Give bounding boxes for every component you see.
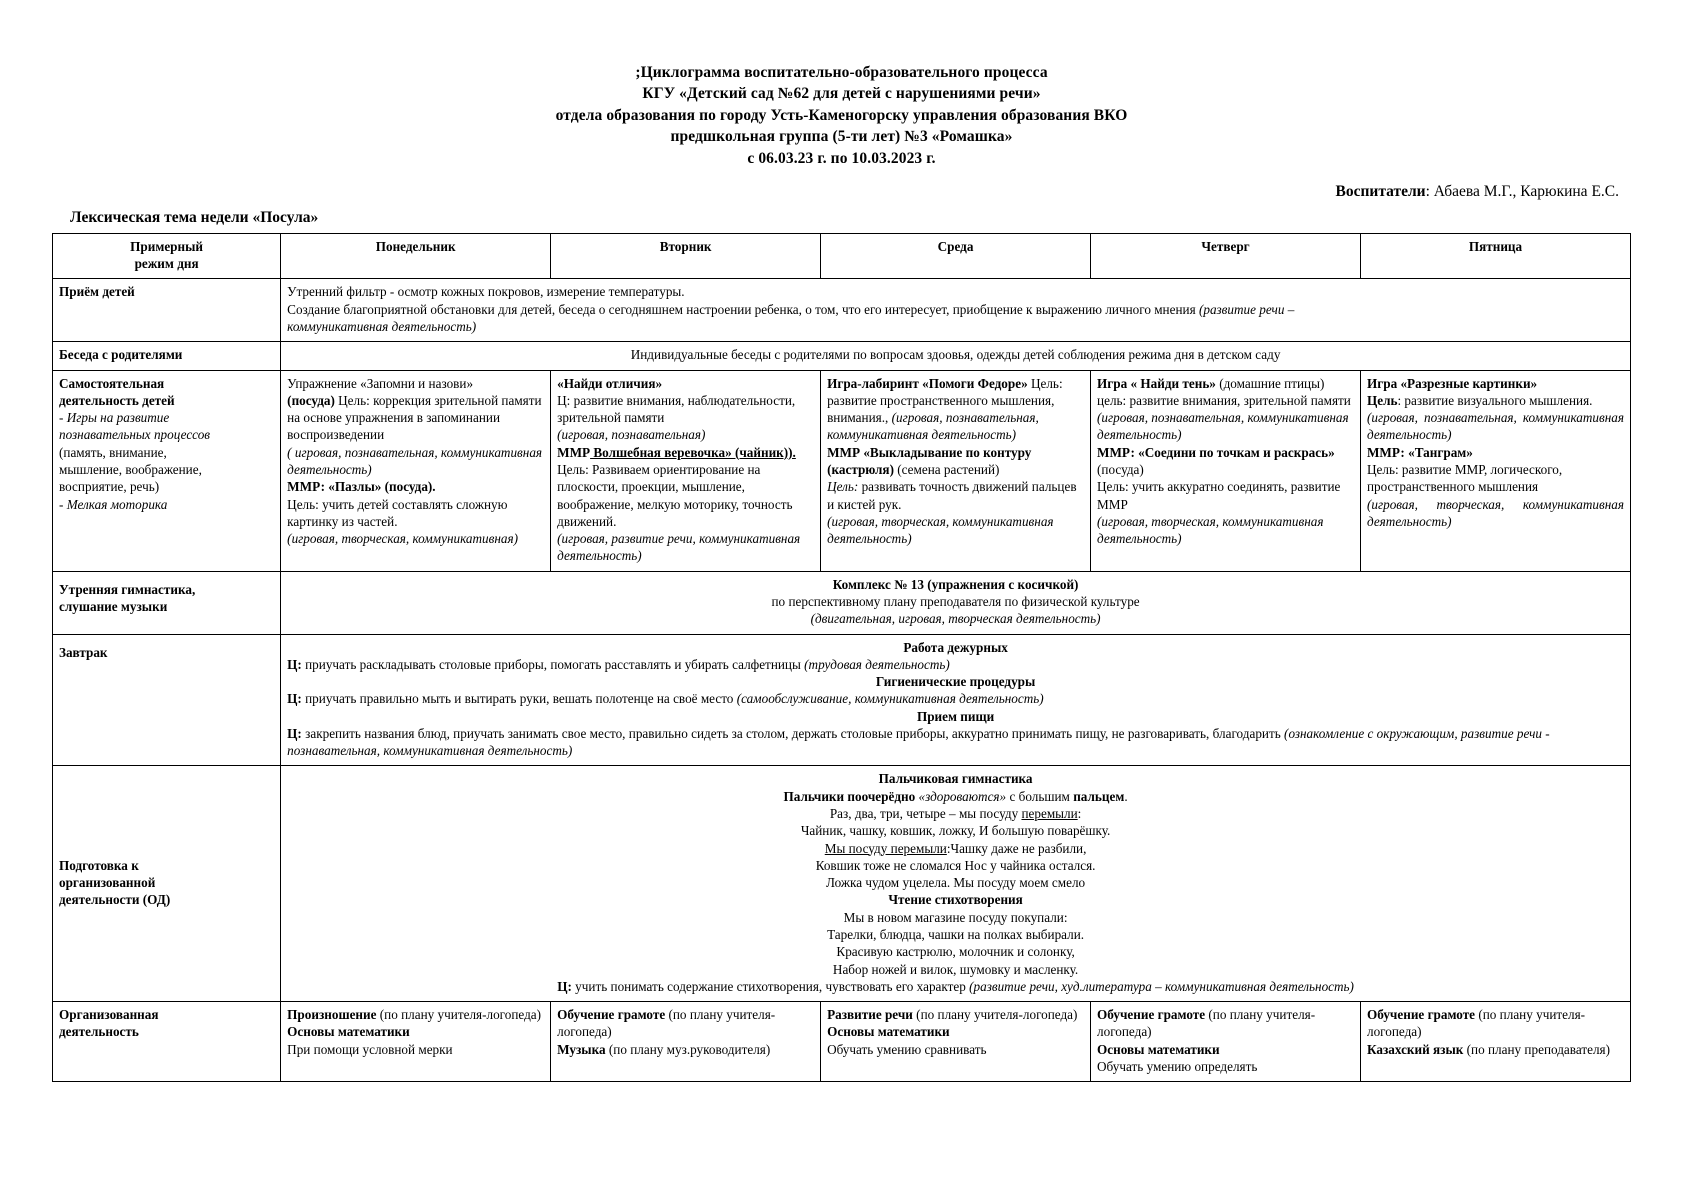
samost-label-2: деятельность детей <box>59 392 175 408</box>
podg-label-3: деятельности (ОД) <box>59 892 171 908</box>
supervisors-line <box>52 183 1631 201</box>
poem-goal-label: Ц: <box>557 978 572 994</box>
samost-fri-goal-text: : развитие визуального мышления. <box>1397 392 1593 408</box>
title-line-4: предшкольная группа (5-ти лет) №3 «Ромашка» <box>670 128 1013 146</box>
title-line-5: с 06.03.23 г. по 10.03.2023 г. <box>747 149 936 167</box>
row-label-samostoyatelnaya <box>53 370 281 571</box>
samost-wed-goal-label: Цель: <box>827 479 859 495</box>
gym-line-3: (двигательная, игровая, творческая деятельность) <box>810 611 1101 627</box>
gym-label-2: слушание музыки <box>59 598 168 614</box>
lexical-theme: Лексическая тема недели «Посула» <box>70 208 319 226</box>
cell-org-tuesday <box>551 1002 821 1082</box>
supervisors-label: Воспитатели <box>1335 182 1426 200</box>
table-row-samostoyatelnaya <box>53 370 1631 571</box>
samost-fri-t1-italic: (игровая, познавательная, коммуникативная деятельность) <box>1366 410 1624 443</box>
samost-tue-t1-rest: Ц: развитие внимания, наблюдательности, зрительной памяти <box>557 392 796 426</box>
samost-wed-t1-rest: Цель: развитие пространственного мышления, внимания., <box>827 375 1063 426</box>
samost-mon-t1-label: Упражнение «Запомни и назови» <box>287 375 474 391</box>
samost-tue-t1-label: «Найди отличия» <box>557 375 663 391</box>
org-wed-b-rest: Обучать умению сравнивать <box>827 1041 987 1057</box>
samost-tue-t2-underline: Волшебная веревочка» (чайник)). <box>590 444 796 460</box>
samost-fri-t1-goal <box>1367 392 1624 409</box>
samost-wed-t2-italic: (игровая, творческая, коммуникативная деятельность) <box>827 513 1054 547</box>
org-thu-a-label: Обучение грамоте <box>1097 1007 1206 1023</box>
breakfast-heading-2: Гигиенические процедуры <box>875 674 1036 690</box>
samost-mon-t1-rest: Цель: коррекция зрительной памяти на основе упражнения в запоминании воспроизведении <box>287 392 542 443</box>
row-label-priem-detey: Приём детей <box>53 279 281 342</box>
org-mon-b-label: Основы математики <box>287 1024 410 1040</box>
gym-line-2: по перспективному плану преподавателя по физической культуре <box>771 593 1140 609</box>
org-wed-a <box>827 1006 1084 1023</box>
samost-tue-t1-italic: (игровая, познавательная) <box>557 427 706 443</box>
table-row-organizovannaya <box>53 1002 1631 1082</box>
finger-heading: Пальчиковая гимнастика <box>878 771 1033 787</box>
breakfast-goal-1: Ц: <box>287 656 302 672</box>
samost-thu-t1-italic: (игровая, познавательная, коммуникативная деятельность) <box>1097 410 1349 443</box>
cell-breakfast-content <box>281 634 1631 766</box>
breakfast-body-2 <box>287 690 1624 707</box>
cell-podgotovka-content <box>281 766 1631 1002</box>
table-row-gymnastics <box>53 571 1631 634</box>
samost-thu-t1-label: Игра « Найди тень» <box>1097 375 1216 391</box>
org-fri-b-rest: (по плану преподавателя) <box>1463 1041 1610 1057</box>
finger-l4: :Чашку даже не разбили, <box>946 840 1087 856</box>
poem-line-1: Мы в новом магазине посуду покупали: <box>843 909 1068 925</box>
breakfast-italic-1: (трудовая деятельность) <box>804 656 950 672</box>
breakfast-text-2: приучать правильно мыть и вытирать руки, вешать полотенце на своё место <box>301 691 737 707</box>
org-mon-a <box>287 1006 544 1023</box>
finger-l1c: с большим <box>1006 788 1074 804</box>
finger-line-3: Чайник, чашку, ковшик, ложку, И большую поварёшку. <box>800 823 1111 839</box>
samost-label-8: - Мелкая моторика <box>59 496 168 512</box>
samost-wed-t1-label: Игра-лабиринт «Помоги Федоре» <box>827 375 1028 391</box>
priem-line-2a: Создание благоприятной обстановки для детей, беседа о сегодняшнем настроении ребенка, о том, что его интересует, приобщение к выражению личного мнения <box>287 301 1199 317</box>
samost-thu-t1 <box>1097 375 1354 392</box>
org-wed-a-label: Развитие речи <box>827 1007 913 1023</box>
table-header-row <box>53 233 1631 279</box>
samost-mon-t2-rest: Цель: учить детей составлять сложную картинку из частей. <box>287 496 508 529</box>
org-thu-b-rest: Обучать умению определять <box>1097 1058 1258 1074</box>
poem-line-4: Набор ножей и вилок, шумовку и масленку. <box>832 961 1079 977</box>
cell-org-friday <box>1360 1002 1630 1082</box>
samost-thu-t2 <box>1097 444 1354 479</box>
samost-tue-t2-rest: Цель: Развиваем ориентирование на плоскости, проекции, мышление, воображение, мелкую моторику, точность движений. <box>557 461 793 529</box>
cell-samost-tuesday <box>551 370 821 571</box>
column-header-friday: Пятница <box>1360 233 1630 279</box>
samost-tue-t2-italic: (игровая, развитие речи, коммуникативная деятельность) <box>557 531 801 564</box>
cell-samost-monday <box>281 370 551 571</box>
table-row-beseda <box>53 342 1631 370</box>
regime-header-line1: Примерный <box>130 238 204 254</box>
poem-goal-text: учить понимать содержание стихотворения, чувствовать его характер <box>571 978 970 994</box>
org-wed-a-rest: (по плану учителя-логопеда) <box>912 1007 1078 1023</box>
org-fri-b <box>1367 1041 1624 1058</box>
cell-samost-thursday <box>1091 370 1361 571</box>
samost-thu-t1-goal <box>1097 392 1354 444</box>
samost-thu-t1-rest: (домашние птицы) <box>1215 375 1325 391</box>
samost-wed-t2-rest: (семена растений) <box>893 461 1000 477</box>
title-line-1: ;Циклограмма воспитательно-образовательного процесса <box>635 64 1048 81</box>
row-label-gymnastics <box>53 571 281 634</box>
priem-line-2b: (развитие речи – <box>1198 301 1295 317</box>
cell-org-monday <box>281 1002 551 1082</box>
samost-label-7: восприятие, речь) <box>59 479 160 495</box>
org-thu-b-label: Основы математики <box>1097 1041 1220 1057</box>
finger-l1e: . <box>1124 788 1128 804</box>
supervisors-value: : Абаева М.Г., Карюкина Е.С. <box>1425 182 1619 200</box>
samost-mon-task1 <box>287 375 544 392</box>
samost-label-4: познавательных процессов <box>59 427 211 443</box>
samost-fri-t2-label: ММР: «Танграм» <box>1366 444 1473 460</box>
samost-tue-t2-label <box>557 444 814 530</box>
finger-line-4 <box>287 840 1624 857</box>
org-wed-b-label: Основы математики <box>827 1024 950 1040</box>
org-tue-a-rest: (по плану учителя-логопеда) <box>557 1007 776 1040</box>
cell-gymnastics-content <box>281 571 1631 634</box>
breakfast-text-3: закрепить названия блюд, приучать занимать свое место, правильно сидеть за столом, держать столовые приборы, аккуратно принимать пищу, не разговаривать, благодарить <box>301 725 1285 741</box>
gym-label-1: Утренняя гимнастика, <box>59 581 196 597</box>
samost-mon-t2-italic: (игровая, творческая, коммуникативная) <box>287 531 519 547</box>
samost-mon-task1b <box>287 392 544 444</box>
samost-label-1: Самостоятельная <box>59 375 165 391</box>
samost-mon-t2-label: ММР: «Пазлы» (посуда). <box>287 479 436 495</box>
column-header-tuesday: Вторник <box>551 233 821 279</box>
breakfast-body-3 <box>287 725 1624 760</box>
org-fri-a <box>1367 1006 1624 1041</box>
samost-wed-t2 <box>827 444 1084 479</box>
poem-heading: Чтение стихотворения <box>888 892 1023 908</box>
finger-l1a: Пальчики поочерёдно <box>783 788 919 804</box>
cell-org-wednesday <box>821 1002 1091 1082</box>
gym-line-1: Комплекс № 13 (упражнения с косичкой) <box>832 576 1079 592</box>
cell-samost-wednesday <box>821 370 1091 571</box>
row-label-breakfast: Завтрак <box>53 634 281 766</box>
org-fri-a-label: Обучение грамоте <box>1366 1007 1476 1023</box>
samost-wed-t1 <box>827 375 1084 444</box>
samost-tue-t2-mmr: ММР <box>557 444 591 460</box>
finger-line-6: Ложка чудом уцелела. Мы посуду моем смело <box>826 875 1086 891</box>
priem-line-2 <box>287 301 1624 318</box>
samost-label-3: - Игры на развитие <box>59 410 170 426</box>
breakfast-italic-2: (самообслуживание, коммуникативная деятельность) <box>736 691 1044 707</box>
finger-line-5: Ковшик тоже не сломался Нос у чайника остался. <box>815 857 1096 873</box>
org-tue-b <box>557 1041 814 1058</box>
podg-label-1: Подготовка к <box>59 857 139 873</box>
samost-label-6: мышление, воображение, <box>59 461 202 477</box>
org-tue-a-label: Обучение грамоте <box>557 1007 666 1023</box>
table-row-priem-detey <box>53 279 1631 342</box>
samost-wed-t2-label: ММР «Выкладывание по контуру (кастрюля) <box>827 444 1032 477</box>
finger-l2b: : <box>1077 806 1082 822</box>
samost-thu-t2-italic: (игровая, творческая, коммуникативная деятельность) <box>1097 513 1324 547</box>
org-thu-a <box>1097 1006 1354 1041</box>
samost-thu-t2-goal: Цель: учить аккуратно соединять, развитие ММР <box>1097 479 1341 512</box>
breakfast-goal-2: Ц: <box>287 691 302 707</box>
samost-thu-t2-rest: (посуда) <box>1097 461 1144 477</box>
samost-wed-goal-text: развивать точность движений пальцев и кистей рук. <box>827 479 1077 512</box>
row-label-organizovannaya <box>53 1002 281 1082</box>
samost-fri-t2-rest: Цель: развитие ММР, логического, пространственного мышления <box>1366 461 1563 495</box>
title-line-2: КГУ «Детский сад №62 для детей с нарушениями речи» <box>642 85 1041 103</box>
column-header-monday: Понедельник <box>281 233 551 279</box>
priem-line-1: Утренний фильтр - осмотр кожных покровов, измерение температуры. <box>287 284 685 300</box>
cell-org-thursday <box>1091 1002 1361 1082</box>
poem-goal-italic: (развитие речи, худ.литература – коммуникативная деятельность) <box>969 978 1354 994</box>
row-label-beseda: Беседа с родителями <box>53 342 281 370</box>
org-fri-a-rest: (по плану учителя-логопеда) <box>1366 1007 1586 1040</box>
samost-label-5: (память, внимание, <box>59 444 167 460</box>
samost-wed-t1-italic: (игровая, познавательная, коммуникативная деятельность) <box>827 410 1039 443</box>
table-row-breakfast <box>53 634 1631 766</box>
org-tue-b-rest: (по плану муз.руководителя) <box>605 1041 771 1057</box>
cell-beseda-content: Индивидуальные беседы с родителями по вопросам здоовья, одежды детей соблюдения режима дня в детском саду <box>281 342 1631 370</box>
breakfast-text-1: приучать раскладывать столовые приборы, помогать расставлять и убирать салфетницы <box>301 656 805 672</box>
cell-samost-friday <box>1360 370 1630 571</box>
cell-priem-detey-content <box>281 279 1631 342</box>
column-header-regime <box>53 233 281 279</box>
table-row-podgotovka <box>53 766 1631 1002</box>
finger-line-2 <box>287 805 1624 822</box>
breakfast-goal-3: Ц: <box>287 725 302 741</box>
document-title-block <box>52 62 1631 169</box>
org-mon-a-rest: (по плану учителя-логопеда) <box>376 1007 542 1023</box>
poem-line-2: Тарелки, блюдца, чашки на полках выбирали. <box>827 927 1085 942</box>
samost-fri-t1-label: Игра «Разрезные картинки» <box>1366 375 1538 391</box>
regime-header-line2: режим дня <box>134 256 199 272</box>
finger-l2a: Раз, два, три, четыре – мы посуду <box>829 806 1022 822</box>
samost-mon-t1-bold2: (посуда) <box>287 392 335 408</box>
breakfast-body-1 <box>287 656 1624 673</box>
org-fri-b-label: Казахский язык <box>1366 1041 1464 1057</box>
org-tue-a <box>557 1006 814 1041</box>
breakfast-heading-1: Работа дежурных <box>903 639 1008 655</box>
poem-goal <box>287 978 1624 995</box>
cyclogram-table <box>52 233 1631 1082</box>
org-label-2: деятельность <box>59 1024 139 1040</box>
samost-fri-goal-label: Цель <box>1366 392 1398 408</box>
samost-thu-goal-text: цель: развитие внимания, зрительной памяти <box>1097 392 1351 408</box>
org-thu-a-rest: (по плану учителя-логопеда) <box>1097 1007 1316 1040</box>
finger-l2u: перемыли <box>1021 806 1078 822</box>
finger-line-1 <box>287 788 1624 805</box>
breakfast-heading-3: Прием пищи <box>916 708 995 724</box>
row-label-podgotovka <box>53 766 281 1002</box>
finger-l1b: «здороваются» <box>918 788 1007 804</box>
poem-line-3: Красивую кастрюлю, молочник и солонку, <box>836 944 1075 960</box>
org-mon-b-rest: При помощи условной мерки <box>287 1041 453 1057</box>
org-tue-b-label: Музыка <box>557 1041 606 1057</box>
podg-label-2: организованной <box>59 875 156 891</box>
breakfast-italic-3: (ознакомление с окружающим, развитие речи - познавательная, коммуникативная деятельность) <box>287 725 1550 759</box>
title-line-3: отдела образования по городу Усть-Каменогорску управления образования ВКО <box>555 106 1128 124</box>
finger-l1d: пальцем <box>1073 788 1125 804</box>
org-label-1: Организованная <box>59 1007 159 1023</box>
priem-line-3: коммуникативная деятельность) <box>287 319 477 334</box>
samost-mon-t1-italic: ( игровая, познавательная, коммуникативная деятельность) <box>287 444 543 477</box>
column-header-wednesday: Среда <box>821 233 1091 279</box>
org-mon-a-label: Произношение <box>287 1007 377 1023</box>
samost-thu-t2-label: ММР: «Соедини по точкам и раскрась» <box>1097 444 1335 460</box>
samost-wed-t2-goal <box>827 478 1084 513</box>
finger-l4u: Мы посуду перемыли <box>824 840 947 856</box>
samost-fri-t2-italic: (игровая, творческая, коммуникативная деятельность) <box>1366 496 1624 529</box>
column-header-thursday: Четверг <box>1091 233 1361 279</box>
